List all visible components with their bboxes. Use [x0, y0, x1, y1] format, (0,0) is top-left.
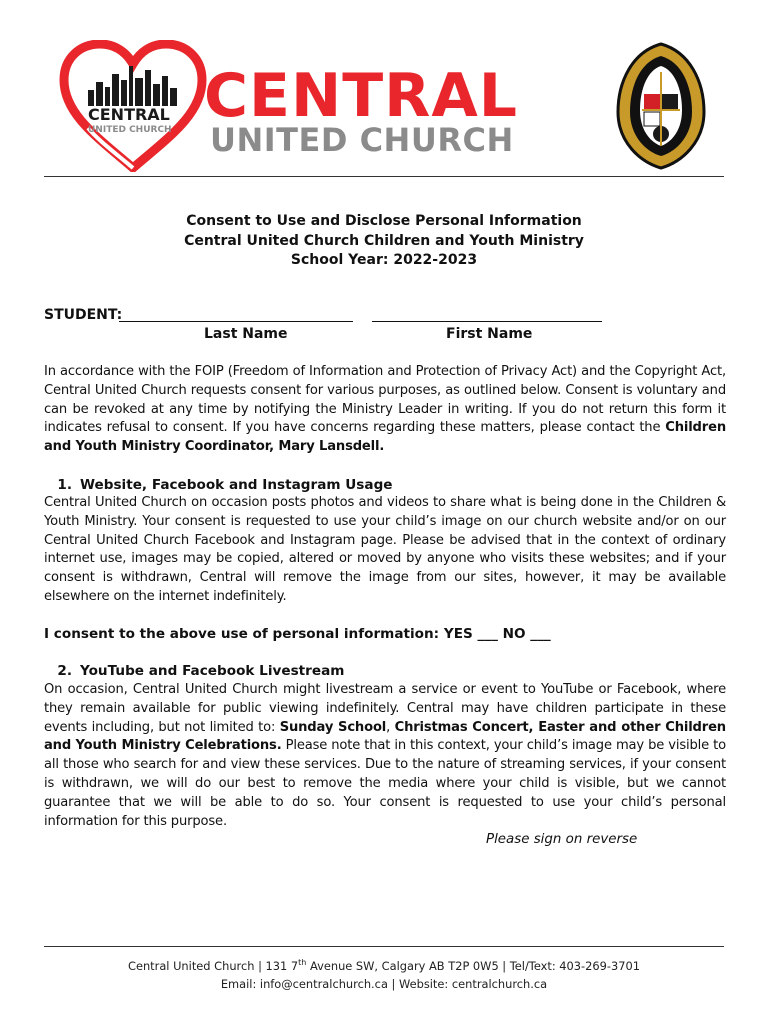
section-2-text-b: ,	[386, 719, 395, 735]
section-2-text-c: Please note that in this context, your child’s image may be visible to all those who search for and view these services. Due to the nature of streaming services, if your consent is withdrawn, we will do our best to remove the media where your child is visible, but we cannot guarantee that we will be able to do so. Your consent is requested to use your child’s personal information for this purpose.	[44, 738, 726, 829]
title-line-2: Central United Church Children and Youth Ministry	[184, 232, 584, 249]
intro-paragraph	[44, 363, 726, 457]
intro-text: In accordance with the FOIP (Freedom of Information and Protection of Privacy Act) and the Copyright Act, Central United Church requests consent for various purposes, as outlined below. Consent is voluntary and can be revoked at any time by notifying the Ministry Leader in writing. If you do not return this form it indicates refusal to consent. If you have concerns regarding these matters, please contact the	[44, 364, 726, 436]
brand-title: CENTRAL	[204, 61, 519, 131]
footer-address-line	[44, 957, 724, 975]
title-line-3: School Year: 2022-2023	[290, 252, 478, 268]
footer-address-post: Avenue SW, Calgary AB T2P 0W5 | Tel/Text: 403-269-3701	[306, 959, 640, 973]
united-church-crest-icon	[616, 42, 706, 170]
document-titles	[44, 212, 724, 271]
footer-address-pre: Central United Church | 131 7	[128, 959, 299, 973]
section-2-heading: YouTube and Facebook Livestream	[80, 663, 345, 679]
heart-logo	[58, 40, 208, 172]
last-name-field[interactable]	[119, 321, 353, 322]
section-2-bold-b: Christmas Concert, Easter and other Children and Youth Ministry Celebrations.	[44, 719, 726, 754]
header-divider	[44, 176, 724, 177]
last-name-label: Last Name	[204, 326, 288, 342]
brand-subtitle: UNITED CHURCH	[210, 121, 514, 159]
heart-logo-main-text: CENTRAL	[88, 105, 170, 124]
section-2-paragraph	[44, 681, 726, 831]
title-line-1: Consent to Use and Disclose Personal Information	[186, 213, 582, 229]
footer-contact-line: Email: info@centralchurch.ca | Website: centralchurch.ca	[220, 977, 548, 991]
section-2-text-a: On occasion, Central United Church might livestream a service or event to YouTube or Facebook, where they remain available for public viewing indefinitely. Central may have children participate in these events including, but not limited to:	[44, 682, 726, 735]
first-name-label: First Name	[446, 326, 533, 342]
section-1-number: 1.	[57, 477, 72, 493]
footer-address-sup: th	[298, 958, 307, 968]
footer-divider	[44, 946, 724, 947]
student-label: STUDENT:	[44, 307, 123, 323]
intro-contact: Children and Youth Ministry Coordinator, Mary Lansdell.	[44, 420, 726, 455]
first-name-field[interactable]	[372, 321, 602, 322]
consent-line: I consent to the above use of personal information: YES ___ NO ___	[44, 626, 551, 642]
section-1-heading: Website, Facebook and Instagram Usage	[80, 477, 393, 493]
heart-logo-sub-text: UNITED CHURCH	[88, 125, 172, 135]
section-1-paragraph: Central United Church on occasion posts photos and videos to share what is being done in the Children & Youth Ministry. Your consent is requested to use your child’s image on our church website and/or on our Central United Church Facebook and Instagram page. Please be advised that in the context of ordinary internet use, images may be copied, altered or moved by anyone who visits these websites; and if your consent is withdrawn, Central will remove the image from our sites, however, it may be available elsewhere on the internet indefinitely.	[44, 495, 726, 604]
sign-reverse-note: Please sign on reverse	[486, 832, 638, 847]
section-2-number: 2.	[57, 663, 72, 679]
footer	[44, 957, 724, 993]
section-2-bold-a: Sunday School	[279, 719, 387, 735]
